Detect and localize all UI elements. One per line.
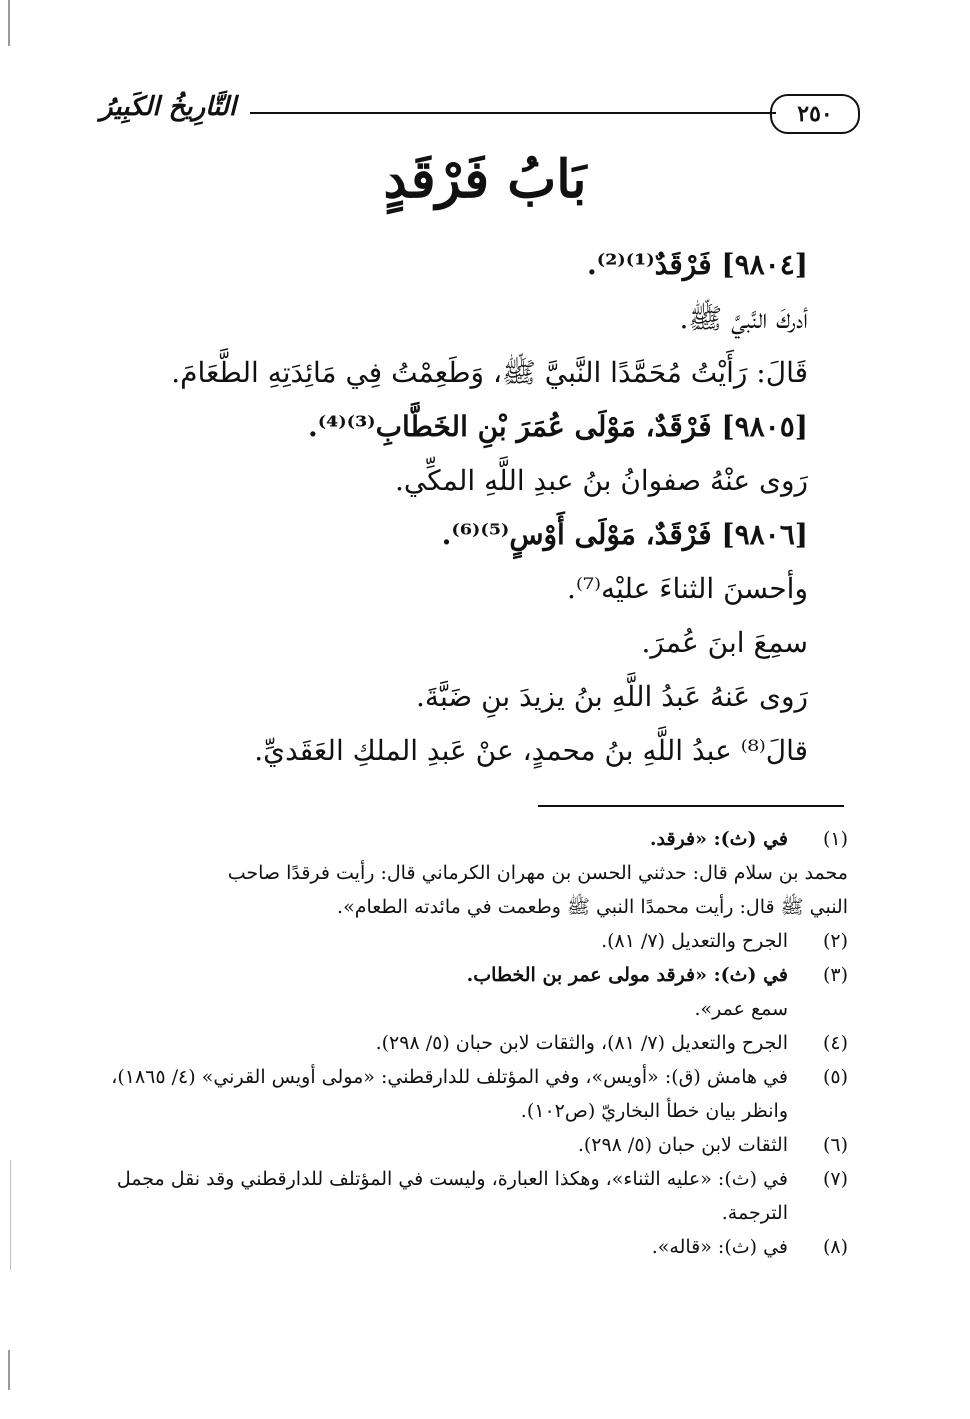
footnote [100, 1060, 848, 1128]
scan-edge-mark [8, 0, 10, 46]
body-line: أدركَ النَّبيَّ ﷺ. [679, 302, 808, 335]
footnote-line: في (ث): «فرقد. [649, 828, 788, 850]
body-line: سمِعَ ابنَ عُمرَ. [641, 626, 808, 659]
footnote-line: النبي ﷺ قال: رأيت محمدًا النبي ﷺ وطعمت في مائدته الطعام». [337, 896, 848, 918]
footnote-number: (٣) [822, 964, 848, 986]
footnote-number: (٥) [822, 1066, 848, 1088]
footnote-line: في (ث): «فرقد مولى عمر بن الخطاب. [466, 964, 788, 986]
footnote [100, 1026, 848, 1060]
page-header [100, 92, 860, 136]
footnotes [100, 822, 848, 1264]
footnote [100, 1128, 848, 1162]
footnote-line: سمع عمر». [694, 998, 788, 1020]
footnote-line: وانظر بيان خطأ البخاريّ (ص١٠٢). [520, 1100, 788, 1122]
footnote [100, 822, 848, 856]
footnote-line: الترجمة. [721, 1202, 788, 1224]
body-line: رَوى عنْهُ صفوانُ بنُ عبدِ اللَّهِ المكِّي. [394, 464, 808, 497]
footnote-separator [538, 805, 844, 807]
footnote-line: الجرح والتعديل (٧/ ٨١)، والثقات لابن حبان (٥/ ٢٩٨). [375, 1032, 788, 1054]
footnote-number: (٤) [822, 1032, 848, 1054]
footnote-line: الثقات لابن حبان (٥/ ٢٩٨). [577, 1134, 788, 1156]
page-number: ٢٥٠ [770, 94, 860, 134]
footnote [100, 1162, 848, 1230]
footnote [100, 1230, 848, 1264]
scan-edge-mark [10, 1160, 11, 1270]
scan-edge-mark [8, 1350, 10, 1390]
body-line: وأحسنَ الثناءَ عليْه⁽⁷⁾. [567, 572, 808, 605]
footnote-line: الجرح والتعديل (٧/ ٨١). [601, 930, 788, 952]
footnote-number: (٢) [822, 930, 848, 952]
chapter-title: بَابُ فَرْقَدٍ [383, 149, 587, 210]
footnote-line: في (ث): «قاله». [651, 1236, 788, 1258]
footnote-number: (١) [822, 828, 848, 850]
entry-heading: [٩٨٠٥] فَرْقَدٌ، مَوْلَى عُمَرَ بْنِ الخَطَّابِ⁽³⁾⁽⁴⁾. [307, 410, 808, 443]
footnote-line: محمد بن سلام قال: حدثني الحسن بن مهران الكرماني قال: رأيت فرقدًا صاحب [227, 862, 848, 884]
running-title: التَّارِيخُ الكَبِيرُ [100, 92, 237, 122]
body-line: رَوى عَنهُ عَبدُ اللَّهِ بنُ يزيدَ بنِ ضَبَّةَ. [416, 680, 808, 713]
entry-heading: [٩٨٠٦] فَرْقَدٌ، مَوْلَى أَوْسٍ⁽⁵⁾⁽⁶⁾. [441, 518, 808, 551]
body-line: قَالَ: رَأَيْتُ مُحَمَّدًا النَّبيَّ ﷺ، وَطَعِمْتُ فِي مَائِدَتِهِ الطَّعَامَ. [171, 356, 808, 389]
footnote-number: (٦) [822, 1134, 848, 1156]
footnote-line: في هامش (ق): «أويس»، وفي المؤتلف للدارقطني: «مولى أويس القرني» (٤/ ١٨٦٥)، [111, 1066, 788, 1088]
footnote-number: (٨) [822, 1236, 848, 1258]
body-text [168, 238, 808, 778]
header-rule [250, 112, 776, 114]
body-line: قالَ⁽⁸⁾ عبدُ اللَّهِ بنُ محمدٍ، عنْ عَبدِ الملكِ العَقَديِّ. [254, 734, 808, 767]
footnote-line: في (ث): «عليه الثناء»، وهكذا العبارة، وليست في المؤتلف للدارقطني وقد نقل مجمل [116, 1168, 788, 1190]
footnote-continuation [100, 856, 848, 924]
footnote-number: (٧) [822, 1168, 848, 1190]
footnote [100, 958, 848, 1026]
entry-heading: [٩٨٠٤] فَرْقَدٌ⁽¹⁾⁽²⁾. [587, 248, 808, 281]
footnote [100, 924, 848, 958]
